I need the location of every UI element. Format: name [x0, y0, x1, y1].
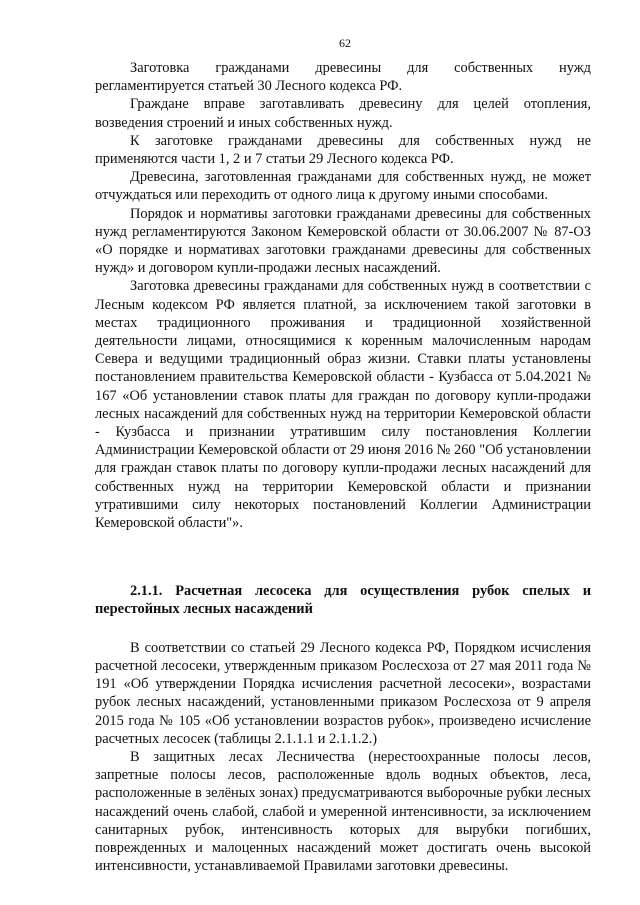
- paragraph: В защитных лесах Лесничества (нерестоохранные полосы лесов, запретные полосы лесов, расположенные вдоль водных объектов, леса, расположенные в зелёных зонах) предусматриваются выборочные рубки лесных насаждений очень слабой, слабой и умеренной интенсивности, за исключением санитарных рубок, интенсивность которых для вырубки погибших, поврежденных и малоценных насаждений может достигать очень высокой интенсивности, устанавливаемой Правилами заготовки древесины.: [95, 748, 591, 875]
- page-number: 62: [339, 36, 351, 50]
- paragraph: К заготовке гражданами древесины для собственных нужд не применяются части 1, 2 и 7 статьи 29 Лесного кодекса РФ.: [95, 132, 591, 168]
- paragraph: Заготовка древесины гражданами для собственных нужд в соответствии с Лесным кодексом РФ является платной, за исключением такой заготовки в местах традиционного проживания и традиционной хозяйственной деятельности лицами, относящимися к коренным малочисленным народам Севера и ведущими традиционный образ жизни. Ставки платы установлены постановлением правительства Кемеровской области - Кузбасса от 5.04.2021 № 167 «Об установлении ставок платы для граждан по договору купли-продажи лесных насаждений для собственных нужд на территории Кемеровской области - Кузбасса и признании утратившим силу постановления Коллегии Администрации Кемеровской области от 29 июня 2016 № 260 "Об установлении для граждан ставок платы по договору купли-продажи лесных насаждений для собственных нужд на территории Кемеровской области и признании утратившими силу некоторых постановлений Коллегии Администрации Кемеровской области"».: [95, 278, 591, 532]
- section-heading: 2.1.1. Расчетная лесосека для осуществления рубок спелых и перестойных лесных насаждений: [95, 583, 591, 618]
- paragraph: Древесина, заготовленная гражданами для собственных нужд, не может отчуждаться или переходить от одного лица к другому иными способами.: [95, 169, 591, 204]
- paragraph: Граждане вправе заготавливать древесину для целей отопления, возведения строений и иных собственных нужд.: [95, 96, 591, 131]
- paragraph: Порядок и нормативы заготовки гражданами древесины для собственных нужд регламентируются Законом Кемеровской области от 30.06.2007 № 87-ОЗ «О порядке и нормативах заготовки гражданами древесины для собственных нужд» и договором купли-продажи лесных насаждений.: [95, 205, 591, 277]
- paragraph: В соответствии со статьей 29 Лесного кодекса РФ, Порядком исчисления расчетной лесосеки, утвержденным приказом Рослесхоза от 27 мая 2011 года № 191 «Об утверждении Порядка исчисления расчетной лесосеки», возрастами рубок лесных насаждений, установленными приказом Рослесхоза от 9 апреля 2015 года № 105 «Об установлении возрастов рубок», произведено исчисление расчетных лесосек (таблицы 2.1.1.1 и 2.1.1.2.): [95, 639, 591, 747]
- paragraph: Заготовка гражданами древесины для собственных нужд регламентируется статьей 30 Лесного кодекса РФ.: [95, 60, 591, 95]
